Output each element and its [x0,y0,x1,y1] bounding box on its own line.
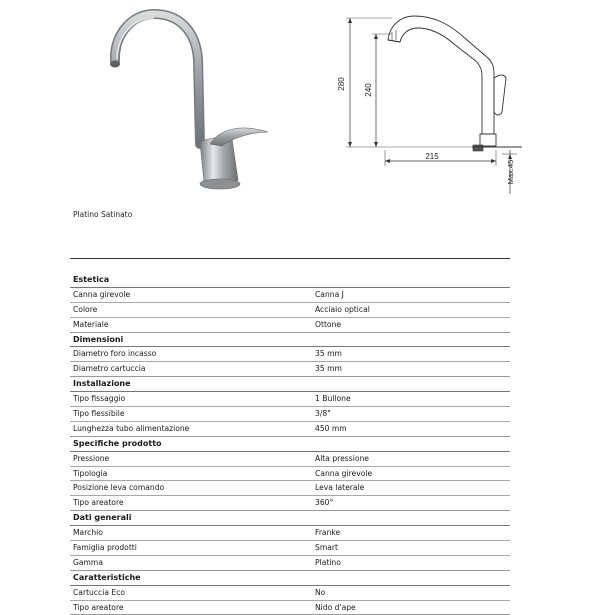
section-title: Specifiche prodotto [70,437,510,452]
table-row [70,392,510,407]
dimension-spout-height: 240 [364,83,373,97]
row-value: 35 mm [315,364,342,374]
row-value: Platino [315,557,341,567]
row-label: Cartuccia Eco [73,587,126,597]
table-row [70,526,510,541]
row-label: Posizione leva comando [73,483,165,493]
section-title: Installazione [70,377,510,392]
table-row [70,496,510,510]
table-row [70,347,510,362]
dimension-max-deck: Max.45 [506,159,515,185]
row-label: Tipo fissaggio [73,394,126,404]
faucet-technical-drawing [332,4,532,200]
dimension-spout-reach: 215 [425,152,439,161]
table-row [70,422,510,436]
row-label: Tipologia [73,468,108,478]
row-value: Alta pressione [315,453,369,463]
table-row [70,481,510,496]
row-label: Diametro cartuccia [73,364,146,374]
row-label: Famiglia prodotti [73,543,137,553]
row-label: Colore [73,304,98,314]
table-row [70,303,510,318]
row-label: Materiale [73,319,109,329]
table-row [70,586,510,601]
row-value: Acciaio optical [315,304,370,314]
row-value: 450 mm [315,423,347,433]
table-row [70,288,510,303]
table-row [70,601,510,615]
row-value: Smart [315,543,338,553]
row-label: Diametro foro incasso [73,349,157,359]
section-estetica [70,273,510,333]
section-specifiche-prodotto [70,437,510,511]
table-row [70,556,510,570]
table-row [70,318,510,332]
table-top-rule [70,258,510,259]
row-value: Leva laterale [315,483,365,493]
faucet-product-image [92,4,292,204]
row-value: Canna girevole [315,468,373,478]
dimension-total-height: 280 [337,77,346,91]
row-label: Pressione [73,453,110,463]
row-value: Ottone [315,319,342,329]
section-title: Dimensioni [70,333,510,348]
row-label: Marchio [73,528,103,538]
row-value: 35 mm [315,349,342,359]
row-label: Lunghezza tubo alimentazione [73,423,190,433]
section-dimensioni [70,333,510,378]
row-value: Canna J [315,289,344,299]
row-label: Tipo areatore [73,498,124,508]
section-title: Estetica [70,273,510,288]
finish-caption: Platino Satinato [73,210,133,219]
section-installazione [70,377,510,437]
section-dati-generali [70,511,510,571]
table-row [70,362,510,376]
row-label: Canna girevole [73,289,131,299]
row-label: Gamma [73,557,103,567]
section-title: Dati generali [70,511,510,526]
section-caratteristiche [70,571,510,615]
section-title: Caratteristiche [70,571,510,586]
row-value: Franke [315,528,341,538]
table-row [70,541,510,556]
row-value: 3/8" [315,409,331,419]
table-row [70,407,510,422]
table-row [70,452,510,467]
row-label: Tipo areatore [73,602,124,612]
row-value: 360° [315,498,334,508]
row-value: Nido d'ape [315,602,356,612]
row-value: No [315,587,326,597]
row-value: 1 Bullone [315,394,351,404]
spec-table [70,258,510,615]
row-label: Tipo flessibile [73,409,125,419]
table-row [70,467,510,482]
